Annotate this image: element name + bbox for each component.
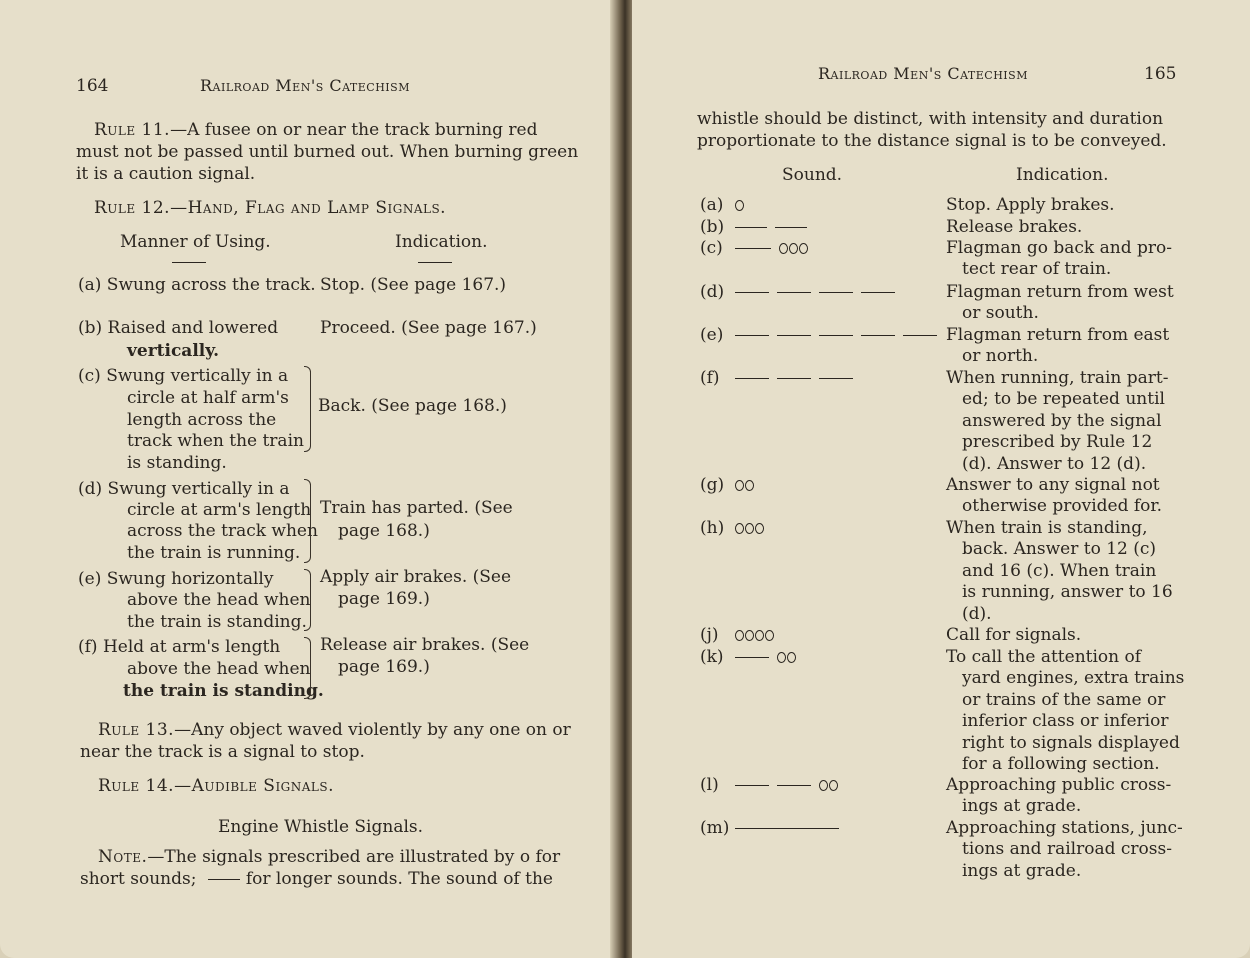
short-sound-mark	[745, 480, 754, 491]
signal-indication-f-3: answered by the signal	[962, 410, 1162, 431]
bracket-f	[304, 637, 311, 699]
rule11-text-1: —A fusee on or near the track burning red	[170, 120, 538, 140]
long-sound-mark	[735, 657, 769, 658]
signal-e-indication-2: page 169.)	[338, 589, 430, 609]
signal-f-indication-2: page 169.)	[338, 657, 430, 677]
long-sound-mark	[819, 292, 853, 293]
signal-key-a: (a)	[700, 195, 724, 215]
short-sound-mark	[735, 200, 744, 211]
signal-key-j: (j)	[700, 625, 719, 645]
signal-key-g: (g)	[700, 475, 725, 495]
signal-key-d: (d)	[700, 282, 725, 302]
col-sound-header: Sound.	[782, 165, 843, 185]
signal-indication-c-2: tect rear of train.	[962, 259, 1112, 280]
long-sound-mark	[903, 335, 937, 336]
signal-indication-m-2: tions and railroad cross-	[962, 839, 1172, 860]
short-sound-mark	[819, 780, 828, 791]
rule13-text-1: —Any object waved violently by any one on or	[174, 720, 571, 740]
long-sound-mark	[777, 292, 811, 293]
long-sound-mark	[735, 785, 769, 786]
signal-key-c: (c)	[700, 238, 723, 258]
signal-b-manner-1: (b) Raised and lowered	[78, 318, 279, 338]
signal-key-h: (h)	[700, 518, 725, 538]
signal-indication-f-4: prescribed by Rule 12	[962, 432, 1153, 453]
running-head-right: Railroad Men's Catechism	[818, 64, 1028, 83]
long-sound-mark	[777, 335, 811, 336]
signal-a-indication: Stop. (See page 167.)	[320, 275, 507, 295]
signal-key-l: (l)	[700, 775, 719, 795]
long-sound-mark	[861, 335, 895, 336]
signal-e-manner-2: above the head when	[127, 590, 311, 610]
rule12-title: —Hand, Flag and Lamp Signals.	[170, 198, 447, 218]
signal-c-manner-4: track when the train	[127, 431, 304, 451]
running-head-left: Railroad Men's Catechism	[200, 76, 410, 95]
short-sound-mark	[735, 523, 744, 534]
note-line1	[98, 846, 560, 868]
engine-whistle-heading: Engine Whistle Signals.	[218, 817, 424, 837]
short-sound-group	[735, 625, 775, 645]
bracket-c	[304, 366, 311, 452]
signal-indication-f-2: ed; to be repeated until	[962, 389, 1165, 410]
short-sound-mark	[765, 630, 774, 641]
signal-indication-e-2: or north.	[962, 346, 1039, 367]
signal-sound-g	[735, 474, 763, 496]
intro-line1: whistle should be distinct, with intensity and duration	[697, 109, 1164, 129]
short-sound-mark	[735, 480, 744, 491]
rule-mark-manner	[172, 262, 206, 263]
short-sound-group	[735, 475, 755, 495]
short-sound-mark	[787, 652, 796, 663]
signal-sound-a	[735, 194, 753, 216]
short-sound-mark	[735, 630, 744, 641]
signal-sound-e	[735, 324, 945, 346]
signal-sound-f	[735, 367, 861, 389]
signal-key-b: (b)	[700, 217, 725, 237]
col-manner-header: Manner of Using.	[120, 232, 271, 252]
note-text-2a: short sounds;	[80, 869, 197, 889]
signal-sound-h	[735, 517, 773, 539]
signal-indication-d-2: or south.	[962, 303, 1039, 324]
rule-mark-indication	[418, 262, 452, 263]
signal-key-e: (e)	[700, 325, 724, 345]
signal-c-indication: Back. (See page 168.)	[318, 396, 507, 416]
short-sound-group	[735, 195, 745, 215]
signal-a-manner: (a) Swung across the track.	[78, 275, 316, 295]
signal-f-indication-1: Release air brakes. (See	[320, 635, 530, 655]
long-sound-mark	[735, 292, 769, 293]
signal-indication-m-3: ings at grade.	[962, 860, 1082, 881]
signal-d-manner-1: (d) Swung vertically in a	[78, 479, 290, 499]
rule12-heading	[94, 197, 446, 219]
short-sound-group	[735, 518, 765, 538]
signal-sound-k	[735, 646, 805, 668]
short-sound-mark	[745, 630, 754, 641]
signal-c-manner-2: circle at half arm's	[127, 388, 289, 408]
long-sound-mark	[735, 378, 769, 379]
rule13-line2: near the track is a signal to stop.	[80, 742, 365, 762]
signal-sound-c	[735, 237, 817, 259]
short-sound-mark	[777, 652, 786, 663]
short-sound-mark	[755, 523, 764, 534]
rule11-label: Rule 11.	[94, 120, 171, 140]
long-sound-mark	[819, 335, 853, 336]
signal-e-indication-1: Apply air brakes. (See	[320, 567, 512, 587]
short-sound-mark	[799, 243, 808, 254]
rule11-line1	[94, 119, 538, 141]
signal-indication-k-4: inferior class or inferior	[962, 711, 1169, 732]
long-sound-mark	[735, 227, 767, 228]
signal-b-indication: Proceed. (See page 167.)	[320, 318, 537, 338]
signal-f-manner-3: the train is standing.	[123, 681, 324, 701]
left-page	[0, 0, 618, 958]
signal-indication-h-3: and 16 (c). When train	[962, 560, 1157, 581]
signal-indication-h-2: back. Answer to 12 (c)	[962, 539, 1157, 560]
signal-d-indication-1: Train has parted. (See	[320, 498, 513, 518]
signal-e-manner-1: (e) Swung horizontally	[78, 569, 274, 589]
signal-indication-b-1: Release brakes.	[946, 217, 1083, 237]
signal-indication-h-1: When train is standing,	[946, 518, 1148, 538]
signal-d-manner-2: circle at arm's length	[127, 500, 312, 520]
short-sound-mark	[755, 630, 764, 641]
signal-indication-d-1: Flagman return from west	[946, 282, 1174, 302]
long-sound-mark	[861, 292, 895, 293]
signal-indication-k-5: right to signals displayed	[962, 732, 1180, 753]
signal-e-manner-3: the train is standing.	[127, 612, 307, 632]
signal-sound-d	[735, 281, 903, 303]
signal-d-manner-4: the train is running.	[127, 543, 301, 563]
note-line2	[80, 868, 553, 890]
signal-sound-j	[735, 624, 783, 646]
col-indication-header-left: Indication.	[395, 232, 488, 252]
page-number-right: 165	[1144, 64, 1177, 84]
signal-indication-a-1: Stop. Apply brakes.	[946, 195, 1115, 215]
short-sound-mark	[779, 243, 788, 254]
signal-indication-k-2: yard engines, extra trains	[962, 668, 1185, 689]
signal-indication-j-1: Call for signals.	[946, 625, 1082, 645]
col-indication-header-right: Indication.	[1016, 165, 1109, 185]
signal-indication-e-1: Flagman return from east	[946, 325, 1170, 345]
signal-indication-g-1: Answer to any signal not	[946, 475, 1160, 495]
short-sound-mark	[789, 243, 798, 254]
signal-f-manner-2: above the head when	[127, 659, 311, 679]
short-sound-group	[777, 647, 797, 667]
rule11-line2: must not be passed until burned out. When burning green	[76, 142, 579, 162]
short-sound-group	[819, 775, 839, 795]
signal-key-k: (k)	[700, 647, 724, 667]
long-sound-mark	[775, 227, 807, 228]
rule11-line3: it is a caution signal.	[76, 164, 256, 184]
signal-f-manner-1: (f) Held at arm's length	[78, 637, 281, 657]
long-sound-mark	[777, 378, 811, 379]
long-sound-mark	[735, 248, 771, 249]
right-page	[632, 0, 1250, 958]
signal-c-manner-1: (c) Swung vertically in a	[78, 366, 289, 386]
signal-indication-c-1: Flagman go back and pro-	[946, 238, 1172, 258]
signal-sound-m	[735, 817, 847, 839]
short-sound-mark	[745, 523, 754, 534]
rule13-label: Rule 13.	[98, 720, 175, 740]
rule14-label: Rule 14.	[98, 776, 175, 796]
rule14-title: —Audible Signals.	[174, 776, 335, 796]
short-sound-group	[779, 238, 809, 258]
signal-sound-b	[735, 216, 815, 238]
short-sound-mark	[829, 780, 838, 791]
signal-b-manner-2: vertically.	[127, 341, 220, 361]
long-sound-mark	[819, 378, 853, 379]
signal-indication-l-2: ings at grade.	[962, 796, 1082, 817]
signal-key-f: (f)	[700, 368, 720, 388]
page-number-left: 164	[76, 76, 109, 96]
note-label: Note.	[98, 847, 148, 867]
signal-indication-k-6: for a following section.	[962, 754, 1160, 774]
signal-indication-k-1: To call the attention of	[946, 647, 1142, 667]
signal-key-m: (m)	[700, 818, 730, 838]
signal-indication-f-1: When running, train part-	[946, 368, 1169, 388]
rule13-line1	[98, 719, 571, 741]
signal-indication-l-1: Approaching public cross-	[946, 775, 1172, 795]
long-sound-mark	[777, 785, 811, 786]
long-sound-mark	[735, 828, 839, 829]
signal-d-manner-3: across the track when	[127, 521, 318, 541]
signal-d-indication-2: page 168.)	[338, 521, 430, 541]
intro-line2: proportionate to the distance signal is to be conveyed.	[697, 131, 1167, 151]
signal-indication-h-5: (d).	[962, 603, 992, 624]
note-text-1: —The signals prescribed are illustrated by o for	[147, 847, 561, 867]
long-sound-dash	[208, 879, 240, 880]
bracket-e	[304, 569, 311, 631]
bracket-d	[304, 479, 311, 563]
signal-indication-g-2: otherwise provided for.	[962, 496, 1163, 517]
long-sound-mark	[735, 335, 769, 336]
signal-indication-f-5: (d). Answer to 12 (d).	[962, 453, 1147, 474]
note-text-2b: for longer sounds. The sound of the	[245, 869, 553, 889]
signal-indication-k-3: or trains of the same or	[962, 689, 1166, 710]
rule14-heading	[98, 775, 334, 797]
signal-c-manner-5: is standing.	[127, 453, 227, 473]
signal-indication-h-4: is running, answer to 16	[962, 582, 1173, 603]
signal-sound-l	[735, 774, 847, 796]
rule12-label: Rule 12.	[94, 198, 171, 218]
signal-indication-m-1: Approaching stations, junc-	[946, 818, 1183, 838]
signal-c-manner-3: length across the	[127, 410, 277, 430]
